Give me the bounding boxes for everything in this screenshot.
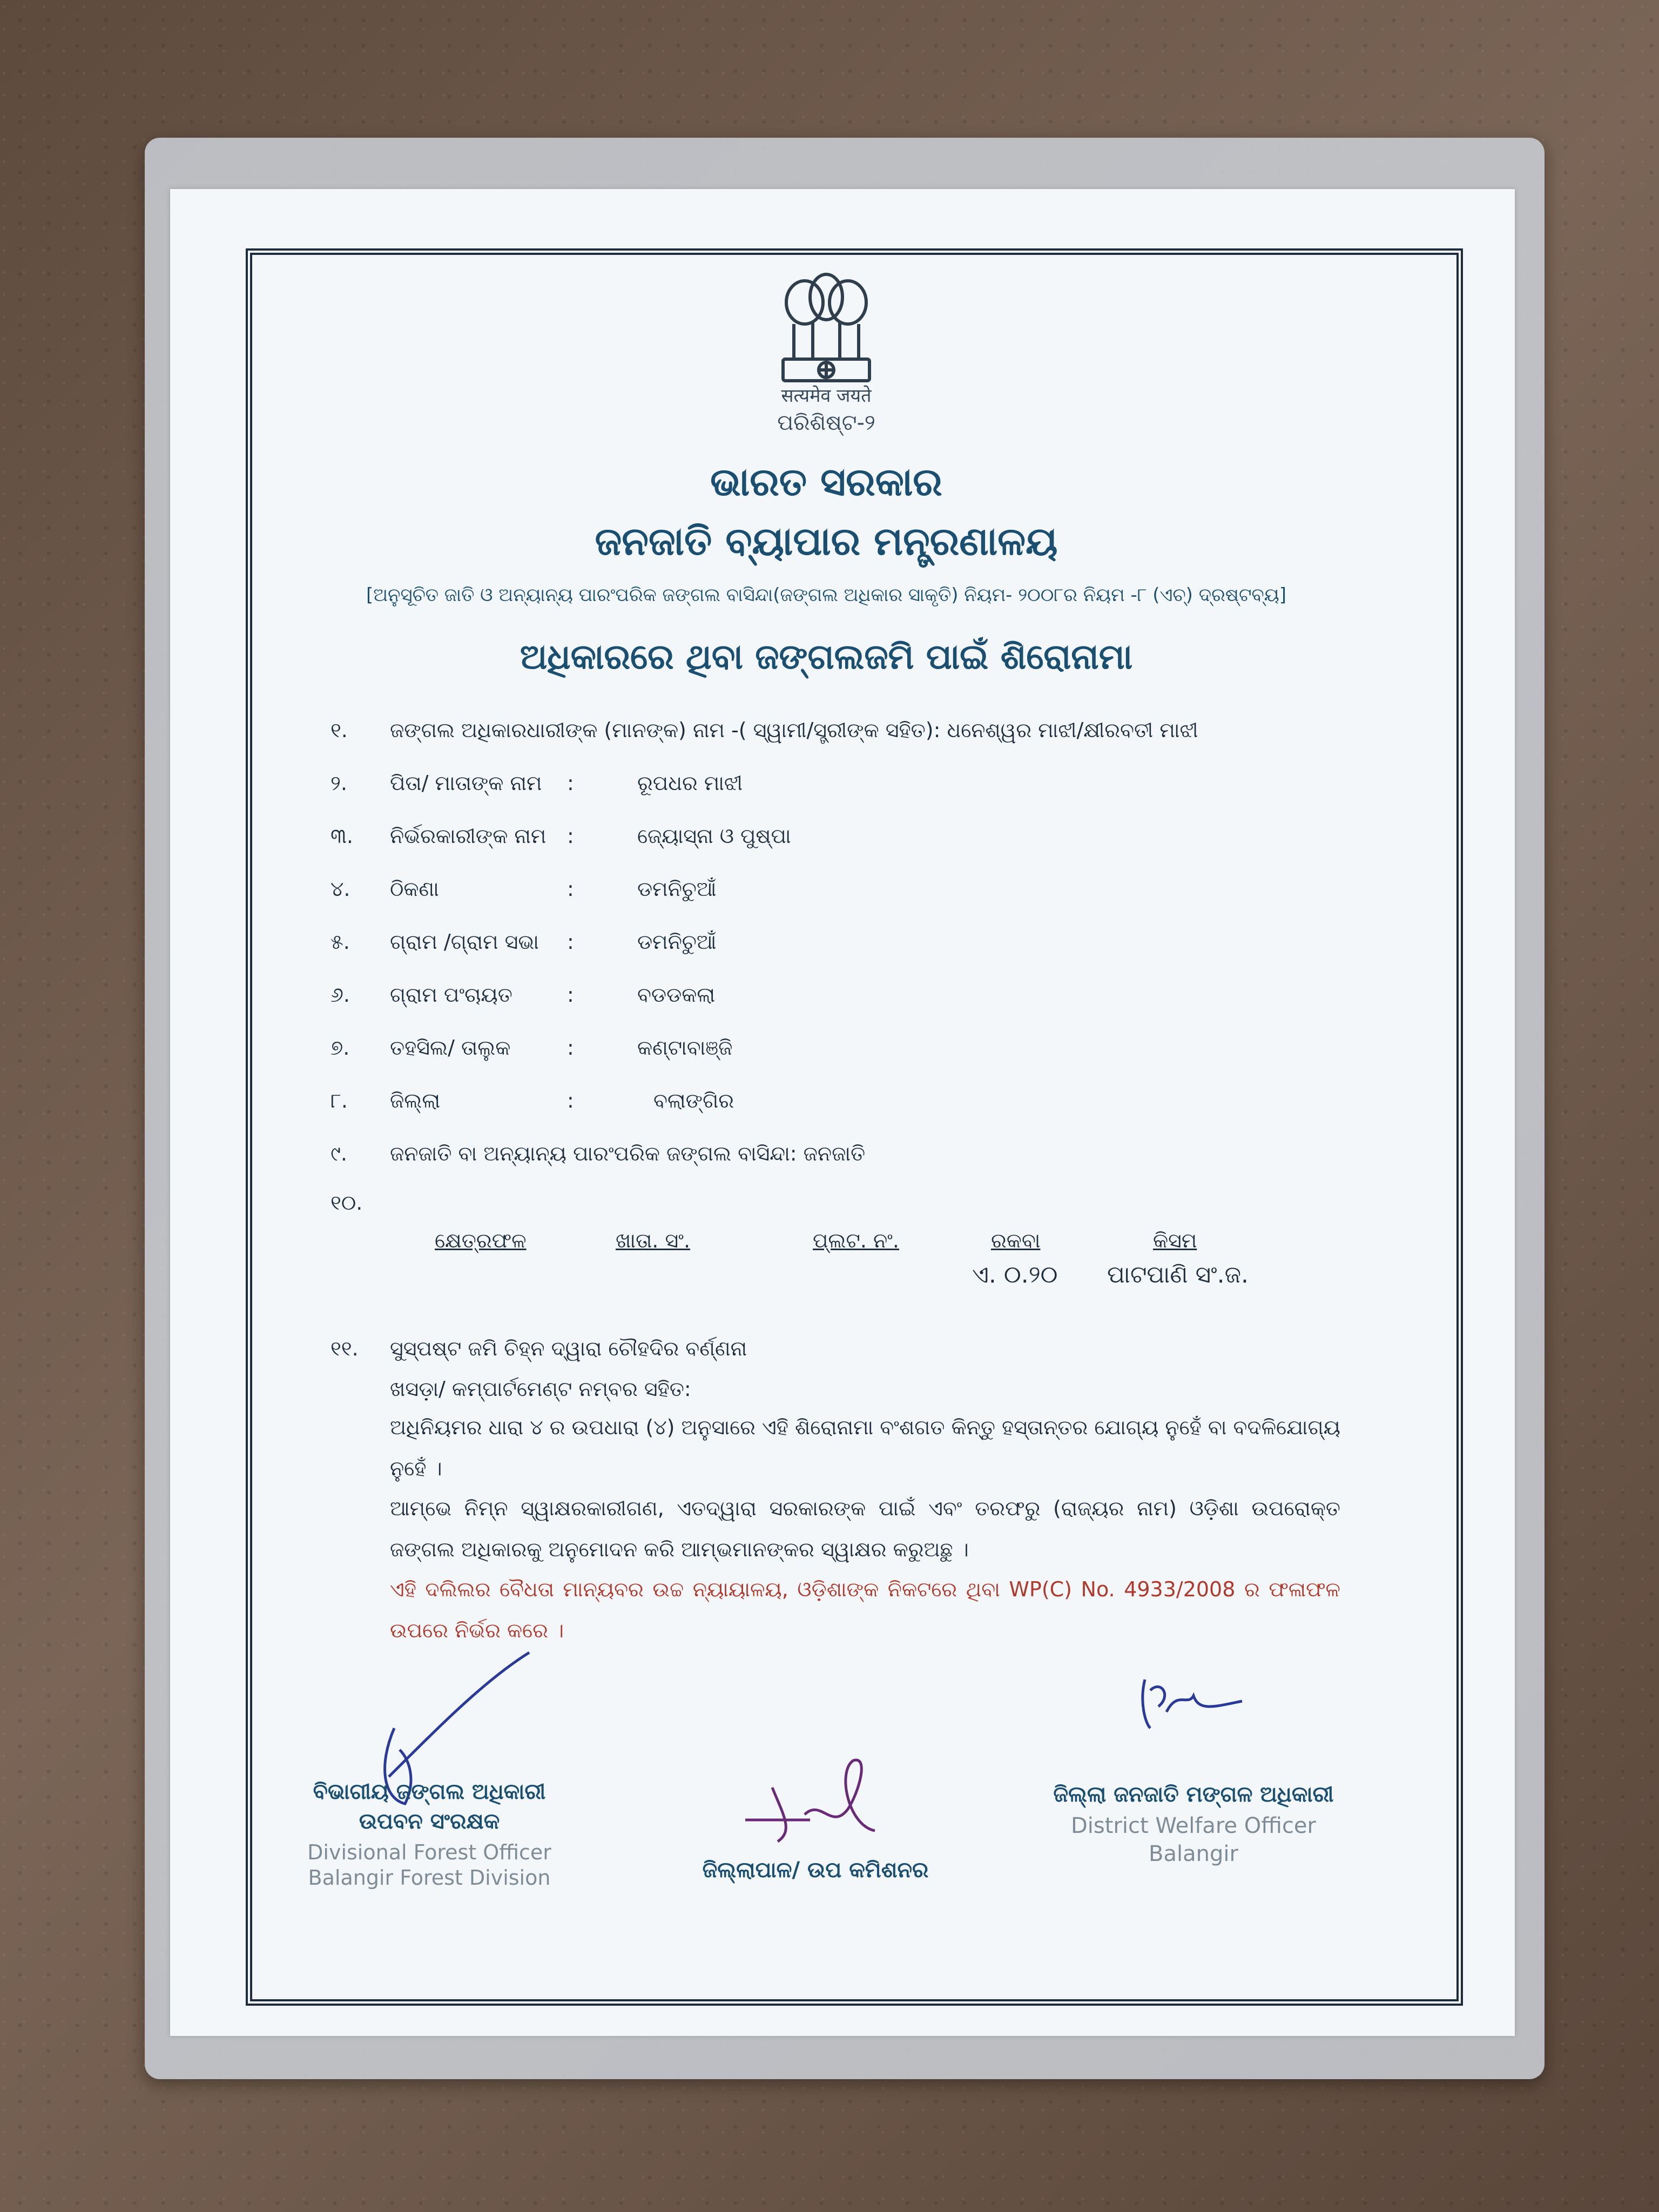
attestation-clause: ଆମ୍ଭେ ନିମ୍ନ ସ୍ୱାକ୍ଷରକାରୀଗଣ, ଏତଦ୍ୱାରା ସରକାରଙ୍କ ପାଇଁ ଏବଂ ତରଫରୁ (ରାଜ୍ୟର ନାମ) ଓଡ଼ିଶା ଉପରୋକ୍ତ ଜଙ୍ଗଲ ଅଧିକାରକୁ ଅନୁମୋଦନ କରି ଆମ୍ଭମାନଙ୍କର ସ୍ୱାକ୍ଷର କରୁଅଛୁ । [390,1496,1340,1561]
field-value: ଜ୍ୟୋସ୍ନା ଓ ପୁଷ୍ପା [637,824,791,848]
court-notice: ଏହି ଦଲିଲର ବୈଧତା ମାନ୍ୟବର ଉଚ୍ଚ ନ୍ୟାୟାଳୟ, ଓଡ଼ିଶାଙ୍କ ନିକଟରେ ଥିବା WP(C) No. 4933/2008 ର ଫଳାଫଳ ଉପରେ ନିର୍ଭର କରେ । [390,1577,1340,1642]
dwo-district-english: Balangir [1149,1842,1238,1866]
ashoka-lion-emblem-icon [761,265,891,394]
field-number: ୧୧. [331,1337,359,1360]
certificate-title: ଅଧିକାରରେ ଥିବା ଜଙ୍ଗଲଜମି ପାଇଁ ଶିରୋନାମା [520,637,1133,677]
field-label: ତହସିଲ/ ତାଲୁକ [390,1036,511,1060]
field-label: ପିତା/ ମାତାଙ୍କ ନାମ [390,771,542,795]
appendix-label: ପରିଶିଷ୍ଟ-୨ [777,410,875,435]
boundary-label: ସୁସ୍ପଷ୍ଟ ଜମି ଚିହ୍ନ ଦ୍ୱାରା ଚୌହଦିର ବର୍ଣ୍ଣନା [390,1337,747,1360]
field-value: ଡମନିଚୁଆଁ [637,930,717,954]
government-title: ଭାରତ ସରକାର [710,459,942,504]
collector-signature [740,1750,891,1858]
dwo-title-odia: ଜିଲ୍ଲା ଜନଜାତି ମଙ୍ଗଳ ଅଧିକାରୀ [1053,1782,1334,1807]
field-colon: : [567,824,574,848]
field-label: ଜିଲ୍ଲା [390,1089,441,1112]
field-number: ୩. [331,824,353,848]
field-number: ୧୦. [331,1191,363,1215]
field-label: ନିର୍ଭରକାରୀଙ୍କ ନାମ [390,824,547,848]
field-colon: : [567,877,574,901]
table-header: କିସମ [1153,1229,1197,1252]
field-colon: : [567,1089,574,1112]
field-number: ୨. [331,771,348,795]
compartment-label: ଖସଡ଼ା/ କମ୍ପାର୍ଟମେଣ୍ଟ ନମ୍ବର ସହିତ: [390,1377,691,1401]
table-header: କ୍ଷେତ୍ରଫଳ [435,1229,527,1252]
field-number: ୧. [331,718,348,742]
collector-title-odia: ଜିଲ୍ଲାପାଳ/ ଉପ କମିଶନର [702,1858,929,1883]
field-value: ଡମନିଚୁଆଁ [637,877,717,901]
field-label: ଗ୍ରାମ /ଗ୍ରାମ ସଭା [390,930,539,954]
land-type-value: ପାଟପାଣି ସଂ.ଜ. [1107,1261,1249,1289]
field-number: ୯. [331,1142,347,1165]
table-header: ଖାତା. ସଂ. [616,1229,691,1252]
field-colon: : [567,771,574,795]
field-colon: : [567,1036,574,1060]
dfo-subtitle-odia: ଉପବନ ସଂରକ୍ଷକ [359,1809,500,1834]
field-value: ରୂପଧର ମାଝୀ [637,771,743,795]
field-value: ବଲାଙ୍ଗିର [653,1089,734,1112]
heritable-clause: ଅଧିନିୟମର ଧାରା ୪ ର ଉପଧାରା (୪) ଅନୁସାରେ ଏହି ଶିରୋନାମା ବଂଶଗତ କିନ୍ତୁ ହସ୍ତାନ୍ତର ଯୋଗ୍ୟ ନୁହେଁ ବା ବଦଳିଯୋଗ୍ୟ ନୁହେଁ । [390,1415,1340,1480]
field-label: ଠିକଣା [390,877,439,901]
ministry-title: ଜନଜାତି ବ୍ୟାପାର ମନ୍ତ୍ରଣାଳୟ [595,518,1058,564]
dwo-title-english: District Welfare Officer [1070,1813,1316,1838]
table-header: ପ୍ଲଟ. ନଂ. [813,1229,900,1252]
field-label: ଜନଜାତି ବା ଅନ୍ୟାନ୍ୟ ପାରଂପରିକ ଜଙ୍ଗଲ ବାସିନ୍ଦା: ଜନଜାତି [390,1142,866,1165]
field-colon: : [567,930,574,954]
dfo-title-english: Divisional Forest Officer [307,1840,551,1864]
field-label: ଗ୍ରାମ ପଂଚାୟତ [390,983,512,1007]
field-value: ବଡଡକଲା [637,983,716,1007]
area-value: ଏ. ୦.୨୦ [972,1261,1058,1289]
field-number: ୭. [331,1036,350,1060]
table-header: ରକବା [991,1229,1041,1252]
dwo-signature [1129,1669,1258,1755]
field-value: କଣ୍ଟାବାଞ୍ଜି [637,1036,733,1060]
field-number: ୮. [331,1089,348,1112]
emblem-motto: सत्यमेव जयते [781,385,872,407]
field-number: ୪. [331,877,350,901]
field-number: ୫. [331,930,350,954]
field-label: ଜଙ୍ଗଲ ଅଧିକାରଧାରୀଙ୍କ (ମାନଙ୍କ) ନାମ -( ସ୍ୱାମୀ/ସ୍ତ୍ରୀଙ୍କ ସହିତ): ଧନେଶ୍ୱର ମାଝୀ/କ୍ଷୀରବତୀ ମାଝୀ [390,718,1198,742]
field-number: ୬. [331,983,350,1007]
dfo-division-english: Balangir Forest Division [308,1866,551,1890]
dfo-title-odia: ବିଭାଗୀୟ ଜଙ୍ଗଲ ଅଧିକାରୀ [313,1779,546,1804]
field-colon: : [567,983,574,1007]
rule-reference: [ଅନୁସୂଚିତ ଜାତି ଓ ଅନ୍ୟାନ୍ୟ ପାରଂପରିକ ଜଙ୍ଗଲ ବାସିନ୍ଦା(ଜଙ୍ଗଲ ଅଧିକାର ସାକୃତି) ନିୟମ- ୨୦୦୮ର ନିୟମ -୮ (ଏଚ୍) ଦ୍ରଷ୍ଟବ୍ୟ] [366,584,1287,606]
